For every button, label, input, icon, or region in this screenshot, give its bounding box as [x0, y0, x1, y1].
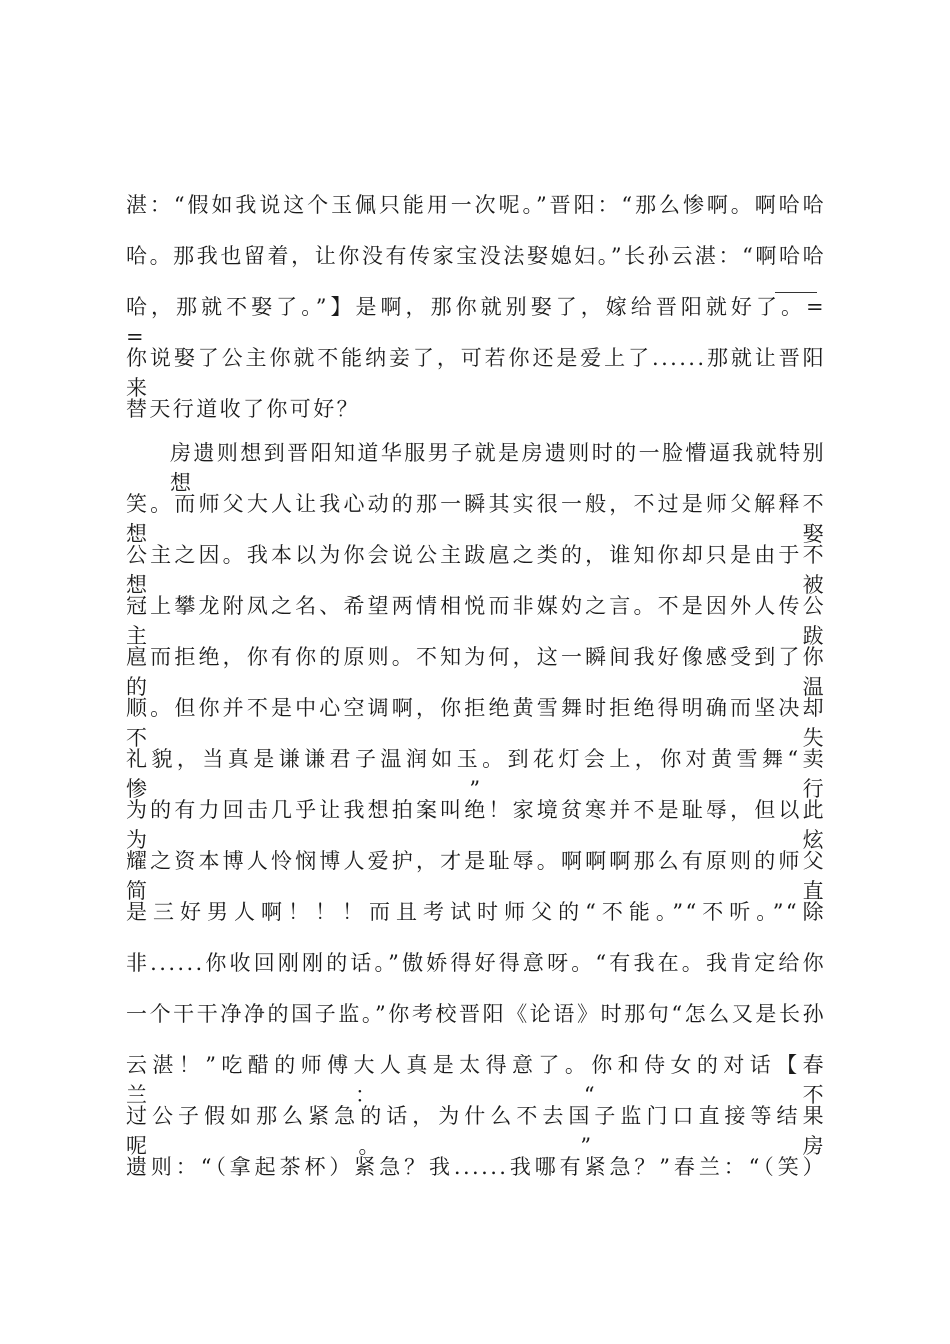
text-line: 是三好男人啊！！！而且考试时师父的“不能。”“不听。”“除	[126, 900, 826, 924]
text-line: 一个干干净净的国子监。”你考校晋阳《论语》时那句“怎么又是长孙	[126, 1002, 826, 1026]
paragraph-first-line: 房遗则想到晋阳知道华服男子就是房遗则时的一脸懵逼我就特别想	[170, 441, 826, 495]
text-line: 笑。而师父大人让我心动的那一瞬其实很一般，不过是师父解释不想娶	[126, 492, 826, 546]
text-line: 你说娶了公主你就不能纳妾了，可若你还是爱上了......那就让晋阳来	[126, 346, 826, 400]
text-line: 替天行道收了你可好？	[126, 397, 360, 421]
text-line: 哈。那我也留着，让你没有传家宝没法娶媳妇。”长孙云湛：“啊哈哈	[126, 244, 826, 268]
text-line: 非......你收回刚刚的话。”傲娇得好得意呀。“有我在。我肯定给你	[126, 951, 826, 975]
text-line: 礼貌，当真是谦谦君子温润如玉。到花灯会上，你对黄雪舞“卖惨”行	[126, 747, 826, 801]
text-line: 顺。但你并不是中心空调啊，你拒绝黄雪舞时拒绝得明确而坚决却不失	[126, 696, 826, 750]
text-line: 为的有力回击几乎让我想拍案叫绝！家境贫寒并不是耻辱，但以此为炫	[126, 798, 826, 852]
text-line: 公主之因。我本以为你会说公主跋扈之类的，谁知你却只是由于不想被	[126, 543, 826, 597]
text-line: 遗则：“（拿起茶杯）紧急？我......我哪有紧急？”春兰：“（笑）	[126, 1155, 826, 1179]
text-line: 过公子假如那么紧急的话，为什么不去国子监门口直接等结果呢。”房	[126, 1104, 826, 1158]
text-line: 耀之资本博人怜悯博人爱护，才是耻辱。啊啊啊那么有原则的师父简直	[126, 849, 826, 903]
text-line: 哈，那就不娶了。”】是啊，那你就别娶了，嫁给晋阳就好了。= =	[126, 295, 873, 349]
decorative-overline	[775, 292, 817, 293]
text-line: 扈而拒绝，你有你的原则。不知为何，这一瞬间我好像感受到了你的温	[126, 645, 826, 699]
text-line: 云湛！”吃醋的师傅大人真是太得意了。你和侍女的对话【春兰：“不	[126, 1053, 826, 1107]
text-line: 冠上攀龙附凤之名、希望两情相悦而非媒妁之言。不是因外人传公主跋	[126, 594, 826, 648]
text-line: 湛：“假如我说这个玉佩只能用一次呢。”晋阳：“那么惨啊。啊哈哈	[126, 193, 826, 217]
